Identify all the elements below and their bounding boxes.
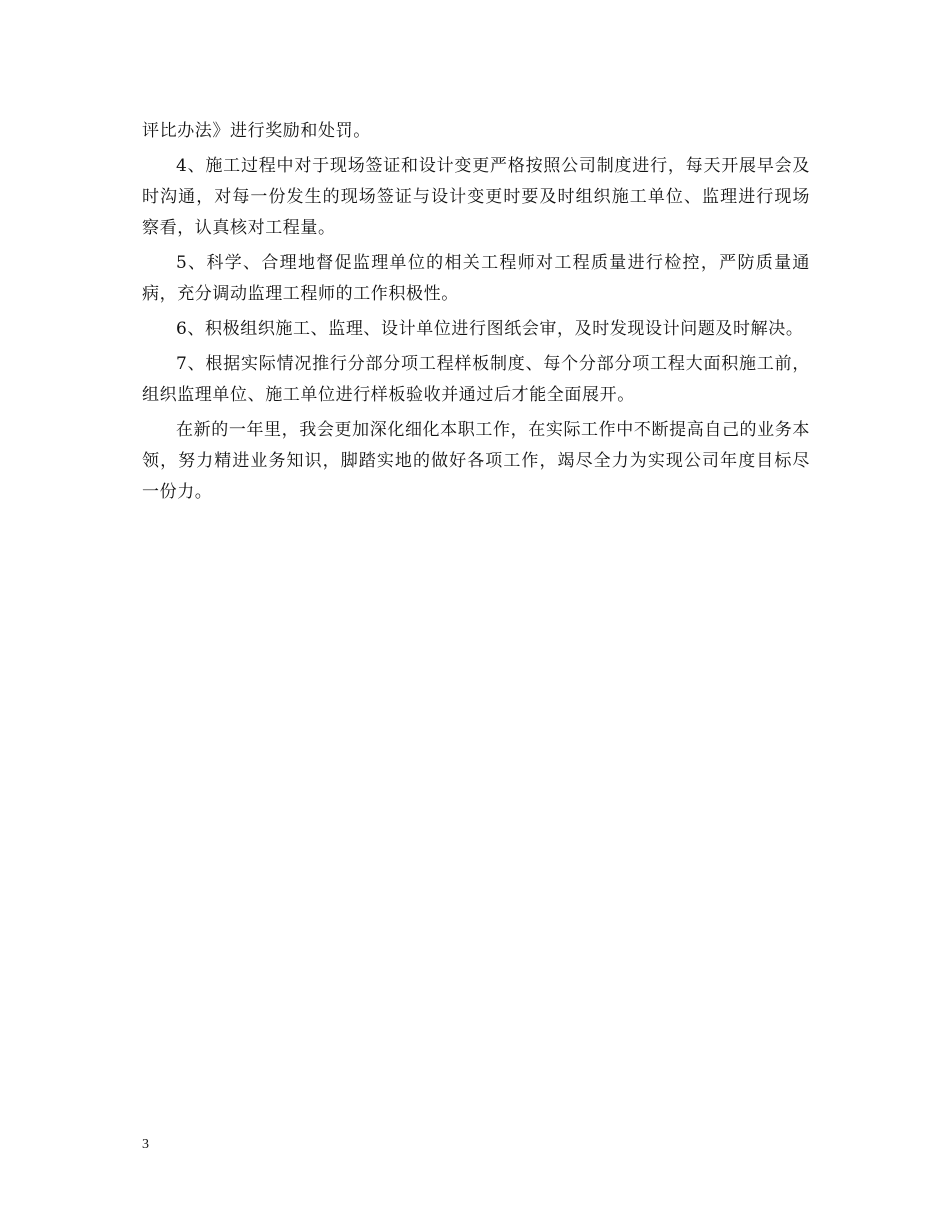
paragraph-item-5: 5、科学、合理地督促监理单位的相关工程师对工程质量进行检控，严防质量通病，充分调动监理工程师的工作积极性。 [142, 253, 810, 304]
paragraph-conclusion: 在新的一年里，我会更加深化细化本职工作，在实际工作中不断提高自己的业务本领，努力精进业务知识，脚踏实地的做好各项工作，竭尽全力为实现公司年度目标尽一份力。 [142, 420, 810, 502]
page-number: 3 [142, 1137, 149, 1152]
paragraph-item-6: 6、积极组织施工、监理、设计单位进行图纸会审，及时发现设计问题及时解决。 [176, 319, 804, 339]
paragraph-item-7: 7、根据实际情况推行分部分项工程样板制度、每个分部分项工程大面积施工前，组织监理单位、施工单位进行样板验收并通过后才能全面展开。 [142, 354, 810, 405]
document-body [142, 116, 810, 512]
paragraph-item-4: 4、施工过程中对于现场签证和设计变更严格按照公司制度进行，每天开展早会及时沟通，对每一份发生的现场签证与设计变更时要及时组织施工单位、监理进行现场察看，认真核对工程量。 [142, 156, 810, 238]
paragraph-continuation: 评比办法》进行奖励和处罚。 [142, 121, 371, 141]
